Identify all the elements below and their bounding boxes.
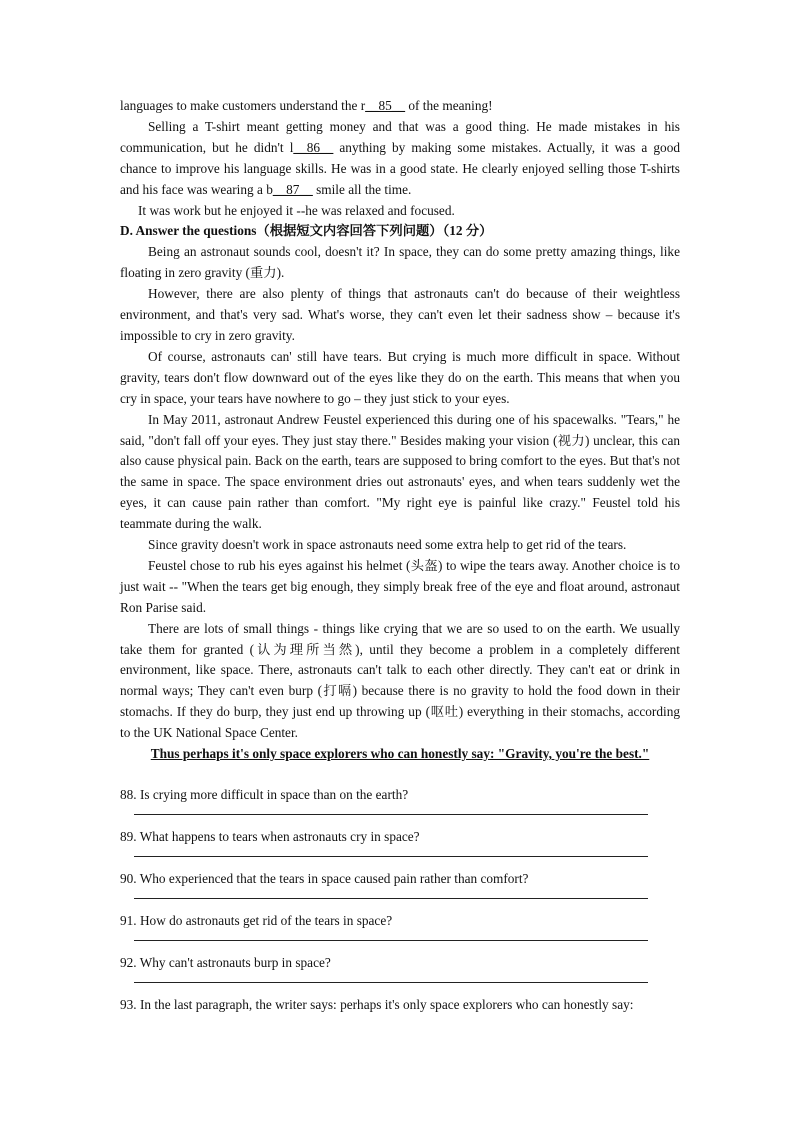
passage-paragraph-3: Of course, astronauts can' still have tears. But crying is much more difficult in space. Without gravity, tears don't flow downward out of the eyes like they do on the earth. This means that when you cry in space, your tears have nowhere to go – they just stick to your eyes. [120,348,680,406]
question-89: 89. What happens to tears when astronauts cry in space? [120,829,420,844]
passage-paragraph-5: Since gravity doesn't work in space astronauts need some extra help to get rid of the tears. [148,537,627,553]
text-fragment: languages to make customers understand the r [120,98,366,113]
section-d-heading: D. Answer the questions（根据短文内容回答下列问题）（12 分） [120,223,493,239]
intro-paragraph-3: It was work but he enjoyed it --he was relaxed and focused. [138,202,455,218]
passage-paragraph-1: Being an astronaut sounds cool, doesn't it? In space, they can do some pretty amazing things, like floating in zero gravity (重力). [120,244,680,281]
answer-line-91[interactable] [120,931,680,953]
question-88: 88. Is crying more difficult in space than on the earth? [120,787,409,802]
text-fragment: anything by making some mistakes. Actually, it was a good chance to improve his language skills. He was in a good state. He clearly enjoyed selling those T-shirts and his face was wearing a b [120,139,680,197]
question-list [120,785,680,1015]
question-93: 93. In the last paragraph, the writer says: perhaps it's only space explorers who can honestly say: [120,997,634,1012]
answer-line-92[interactable] [120,973,680,995]
closing-sentence: Thus perhaps it's only space explorers who can honestly say: "Gravity, you're the best." [150,746,650,762]
passage-paragraph-6: Feustel chose to rub his eyes against his helmet (头盔) to wipe the tears away. Another choice is to just wait -- "When the tears get big enough, they simply break free of the eye and float around, astronaut Ron Parise said. [120,557,680,615]
text-fragment: smile all the time. [312,181,412,197]
blank-87: __87__ [272,181,313,197]
passage-paragraph-4: In May 2011, astronaut Andrew Feustel experienced this during one of his spacewalks. "Tears," he said, "don't fall off your eyes. They just stay there." Besides making your vision (视力) unclear, this can also cause physical pain. Back on the earth, tears are supposed to bring comfort to the eyes. But that's not the same in space. The space environment dries out astronauts' eyes, and when tears suddenly wet the eyes, it can cause pain rather than comfort. "My right eye is painful like crazy." Feustel told his teammate during the walk. [120,411,680,532]
question-91: 91. How do astronauts get rid of the tears in space? [120,913,393,928]
blank-85: __85__ [365,98,406,113]
blank-86: __86__ [293,139,334,155]
text-fragment: Selling a T-shirt meant getting money and that was a good thing. He made mistakes in his communication, but he didn't l [120,118,680,155]
answer-line-89[interactable] [120,847,680,869]
passage-paragraph-7: There are lots of small things - things like crying that we are so used to on the earth. We usually take them for granted (认为理所当然), until they become a problem in a completely different environment, like space. There, astronauts can't talk to each other directly. They can't eat or drink in normal ways; They can't even burp (打嗝) because there is no gravity to hold the food down in their stomachs. If they do burp, they just end up throwing up (呕吐) everything in their stomachs, according to the UK National Space Center. [120,620,680,741]
answer-line-88[interactable] [120,805,680,827]
question-92: 92. Why can't astronauts burp in space? [120,955,331,970]
intro-paragraph-2 [120,117,680,201]
answer-line-90[interactable] [120,889,680,911]
document-page [120,96,680,1015]
text-fragment: of the meaning! [405,98,493,113]
passage-paragraph-2: However, there are also plenty of things that astronauts can't do because of their weightless environment, and that's very sad. What's worse, they can't even let their sadness show – because it's impossible to cry in zero gravity. [120,286,680,343]
intro-line-1 [120,96,680,117]
question-90: 90. Who experienced that the tears in space caused pain rather than comfort? [120,871,529,886]
